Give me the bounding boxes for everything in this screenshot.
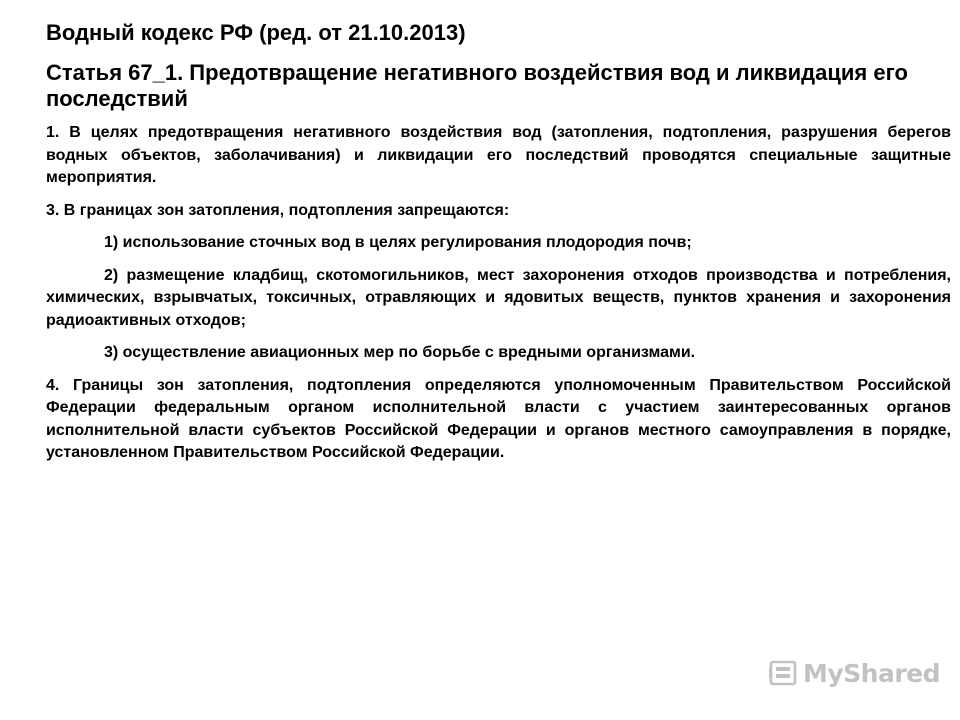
- paragraph-4: 4. Границы зон затопления, подтопления определяются уполномоченным Правительством Российской Федерации федеральным органом исполнительной власти с участием заинтересованных органов исполнительной власти субъектов Российской Федерации и органов местного самоуправления в порядке, установленном Правительством Российской Федерации.: [46, 376, 951, 461]
- document-title: Водный кодекс РФ (ред. от 21.10.2013): [46, 20, 466, 45]
- subitem-1: 1) использование сточных вод в целях регулирования плодородия почв;: [104, 234, 692, 251]
- watermark-text: MyShared: [803, 658, 941, 688]
- document-page: [46, 18, 951, 475]
- article-title: Статья 67_1. Предотвращение негативного воздействия вод и ликвидация его последствий: [46, 60, 908, 111]
- myshared-logo-icon: [768, 658, 798, 688]
- subitem-2: 2) размещение кладбищ, скотомогильников, мест захоронения отходов производства и потребления, химических, взрывчатых, токсичных, отравляющих и ядовитых веществ, пунктов хранения и захоронения радиоактивных отходов;: [46, 266, 951, 329]
- paragraph-3: 3. В границах зон затопления, подтопления запрещаются:: [46, 201, 510, 219]
- paragraph-1: 1. В целях предотвращения негативного воздействия вод (затопления, подтопления, разрушения берегов водных объектов, заболачивания) и ликвидации его последствий проводятся специальные защитные мероприятия.: [46, 124, 951, 186]
- myshared-watermark: [768, 658, 940, 688]
- subitem-3: 3) осуществление авиационных мер по борьбе с вредными организмами.: [104, 344, 696, 361]
